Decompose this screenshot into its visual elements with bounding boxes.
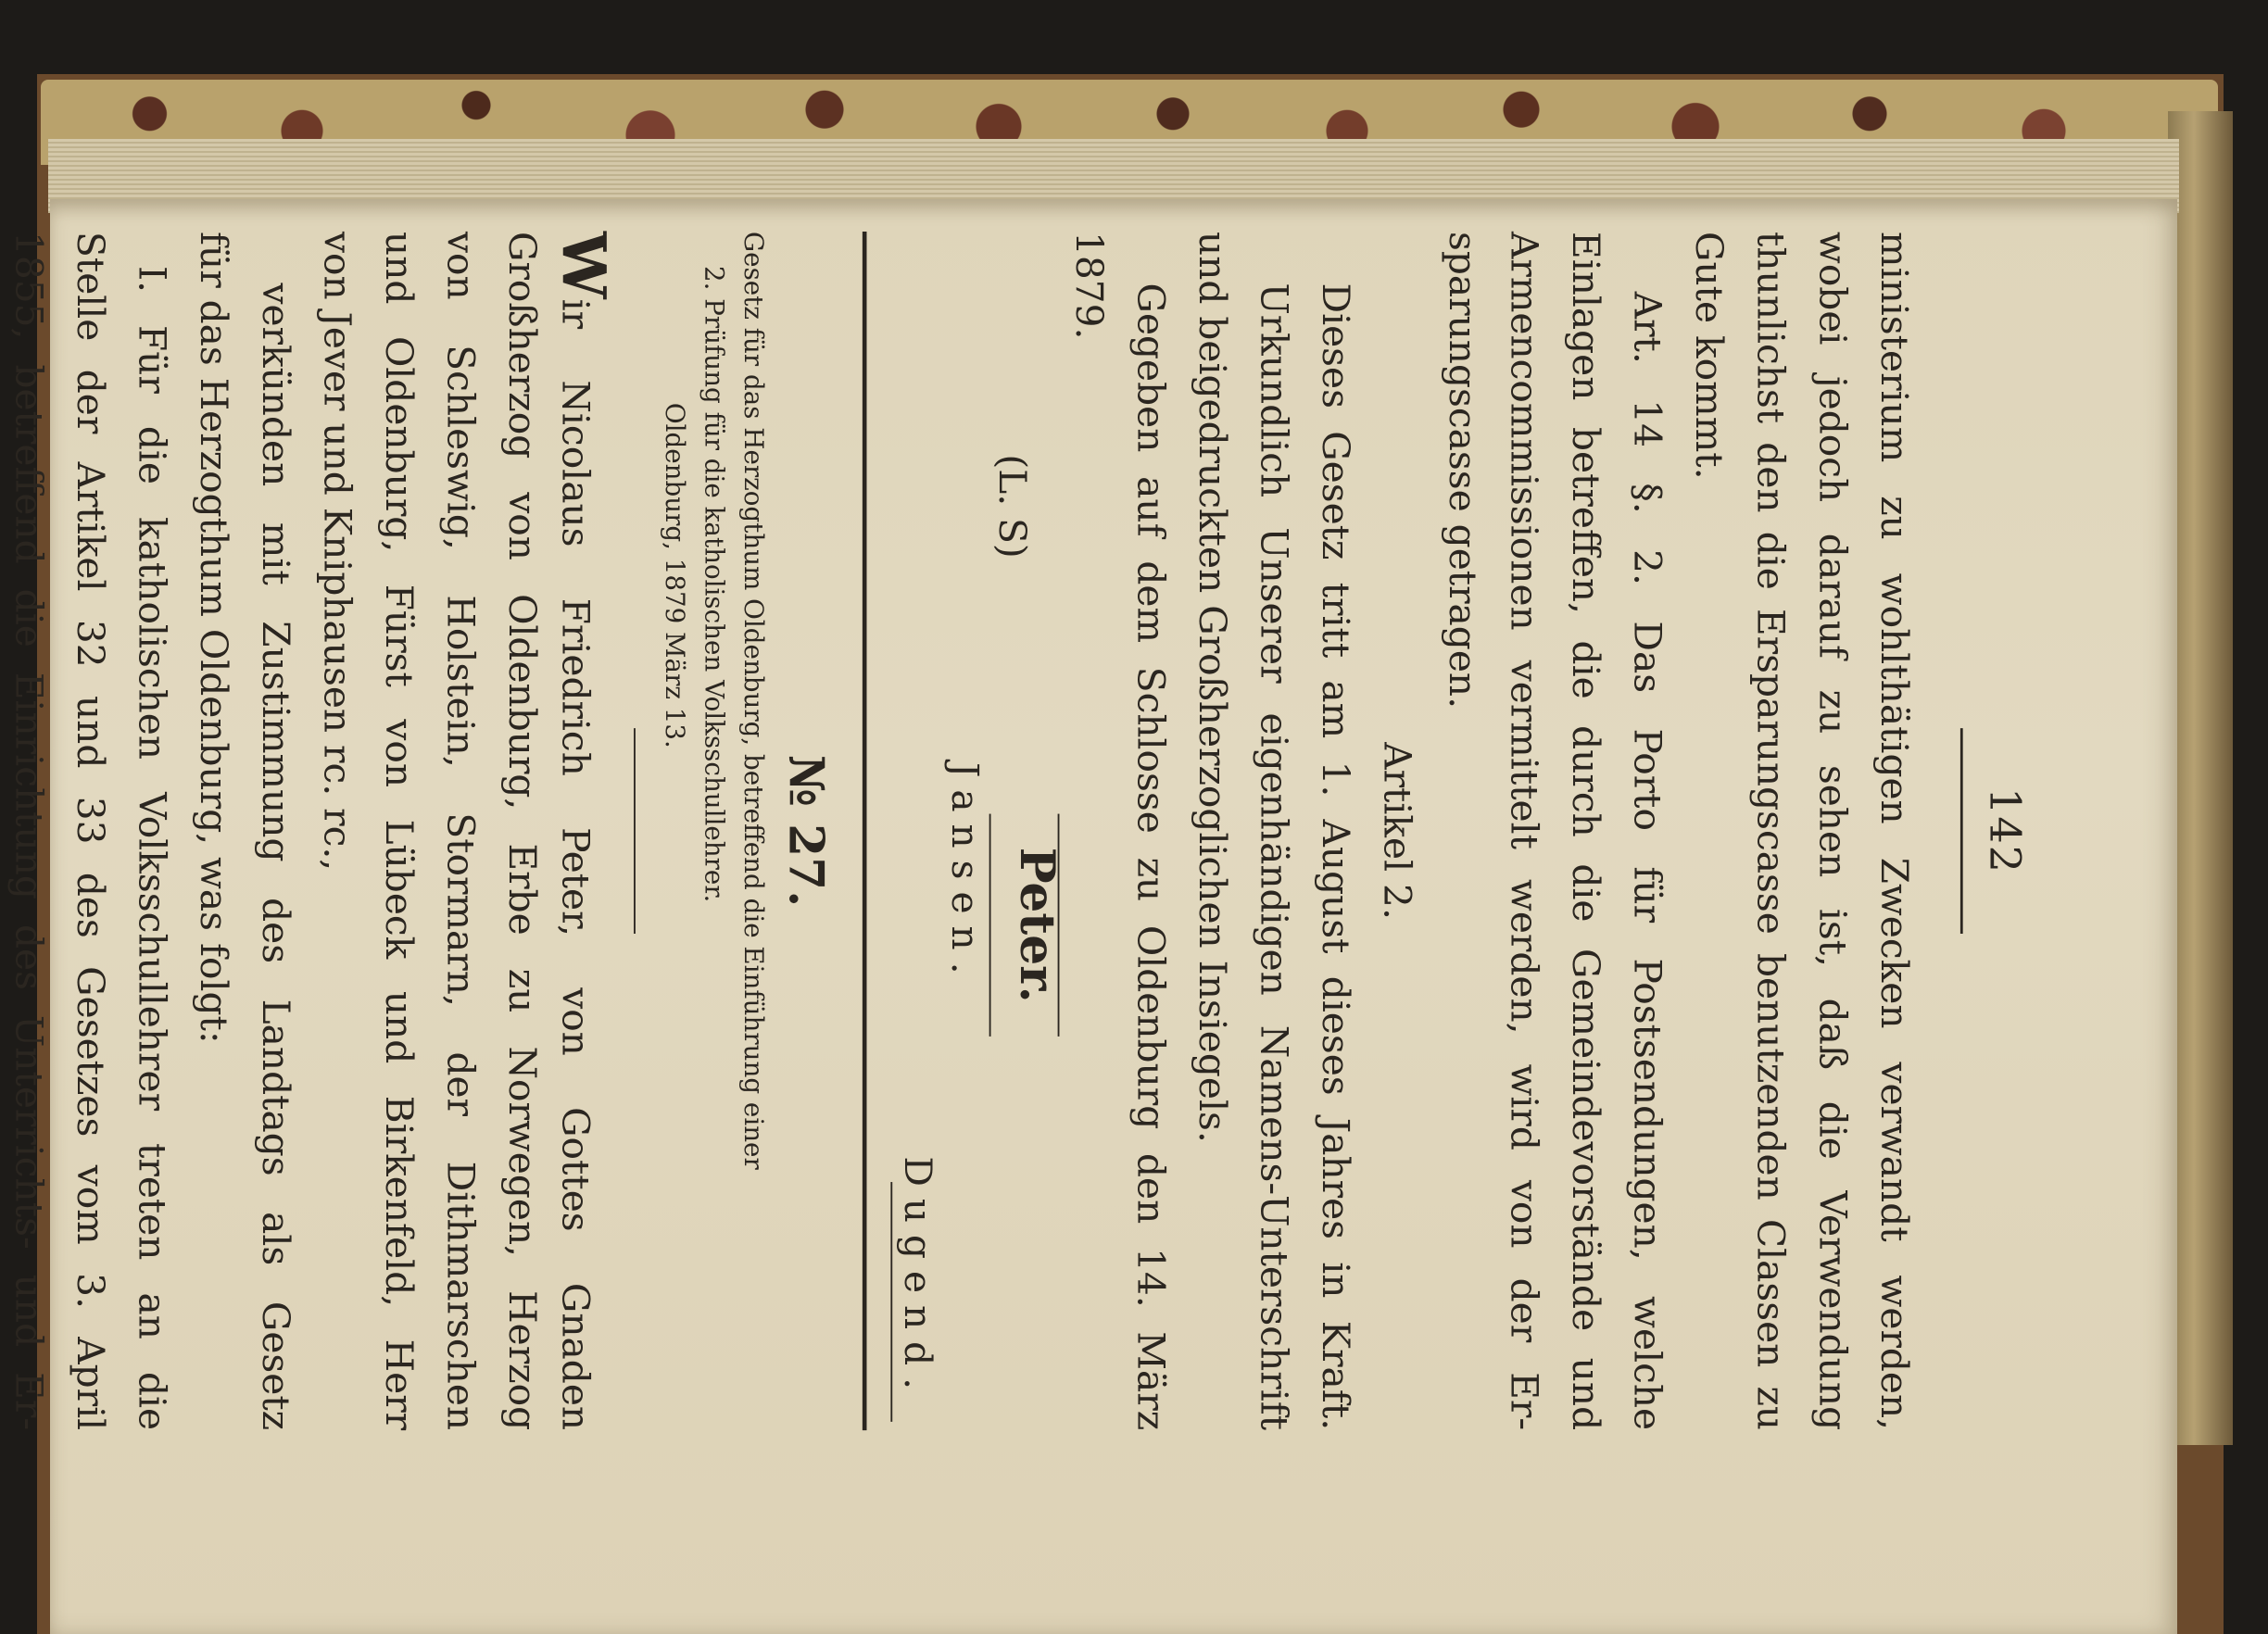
- body-line-1-text: ir Nicolaus Friedrich Peter, von Gottes Gnaden: [553, 298, 598, 1431]
- paragraph-3-line-4: Gegeben auf dem Schlosse zu Oldenburg den 14. März: [1128, 283, 1173, 1431]
- paragraph-2-line-3: Armencommissionen vermittelt werden, wird von der Er-: [1502, 232, 1546, 1431]
- paragraph-1-line-3: thunlichst den die Ersparungscasse benutzenden Classen zu: [1748, 232, 1793, 1431]
- paragraph-1-line-4: Gute kommt.: [1687, 232, 1732, 480]
- paragraph-1-line-1: ministerium zu wohlthätigen Zwecken verwandt werden,: [1871, 232, 1916, 1431]
- law-title-line-3: Oldenburg, 1879 März 13.: [659, 402, 690, 748]
- body-line-6: verkünden mit Zustimmung des Landtags als Gesetz: [253, 283, 297, 1431]
- paragraph-1-line-2: wobei jedoch darauf zu sehen ist, daß die Verwendung: [1810, 232, 1855, 1431]
- body-line-5: von Jever und Kniphausen rc. rc.,: [315, 232, 359, 872]
- body-line-3: von Schleswig, Holstein, Stormarn, der Dithmarschen: [438, 232, 483, 1431]
- book-spine-edge: [2168, 111, 2233, 1445]
- signature-main: Peter.: [1008, 847, 1065, 1003]
- paragraph-2-line-1: Art. 14 §. 2. Das Porto für Postsendungen, welche: [1625, 291, 1670, 1431]
- paragraph-2-line-4: sparungscasse getragen.: [1440, 232, 1484, 710]
- body-line-8: I. Für die katholischen Volksschullehrer treten an die: [130, 265, 174, 1431]
- page-number: 142: [1980, 787, 2030, 874]
- signature-right-rule: [890, 1182, 892, 1422]
- article-heading: Artikel 2.: [1375, 742, 1419, 920]
- law-title-line-1: Gesetz für das Herzogthum Oldenburg, betreffend die Einführung einer: [737, 232, 769, 1170]
- body-drop-initial: W: [548, 232, 620, 299]
- seal-mark: (L. S): [989, 454, 1034, 559]
- section-divider: [863, 232, 867, 1430]
- number-heading: № 27.: [777, 754, 835, 908]
- body-line-1: [544, 232, 620, 1431]
- body-line-4: und Oldenburg, Fürst von Lübeck und Birkenfeld, Herr: [376, 232, 421, 1431]
- signature-right: Dugend.: [895, 1156, 940, 1401]
- body-line-9: Stelle der Artikel 32 und 33 des Gesetzes vom 3. April: [68, 232, 113, 1431]
- law-title-rule: [634, 728, 636, 934]
- body-line-7: für das Herzogthum Oldenburg, was folgt:: [192, 232, 236, 1044]
- body-line-2: Großherzog von Oldenburg, Erbe zu Norwegen, Herzog: [499, 232, 544, 1431]
- body-line-10: 1855, betreffend die Einrichtung des Unterrichts- und Er-: [6, 232, 51, 1431]
- paragraph-2-line-2: Einlagen betreffen, die durch die Gemeindevorstände und: [1563, 232, 1608, 1431]
- paragraph-3-line-1: Dieses Gesetz tritt am 1. August dieses Jahres in Kraft.: [1314, 283, 1358, 1431]
- law-title-line-2: 2. Prüfung für die katholischen Volksschullehrer.: [699, 265, 729, 903]
- paragraph-3-line-2: Urkundlich Unserer eigenhändigen Namens-Unterschrift: [1252, 283, 1296, 1431]
- signature-left: Jansen.: [942, 762, 987, 987]
- paragraph-3-line-3: und beigedruckten Großherzoglichen Insiegels.: [1190, 232, 1235, 1143]
- page-number-rule: [1960, 728, 1963, 934]
- rotated-page-content: [0, 232, 2030, 1431]
- page-text: [0, 232, 2030, 1431]
- paragraph-3-line-5: 1879.: [1066, 232, 1111, 340]
